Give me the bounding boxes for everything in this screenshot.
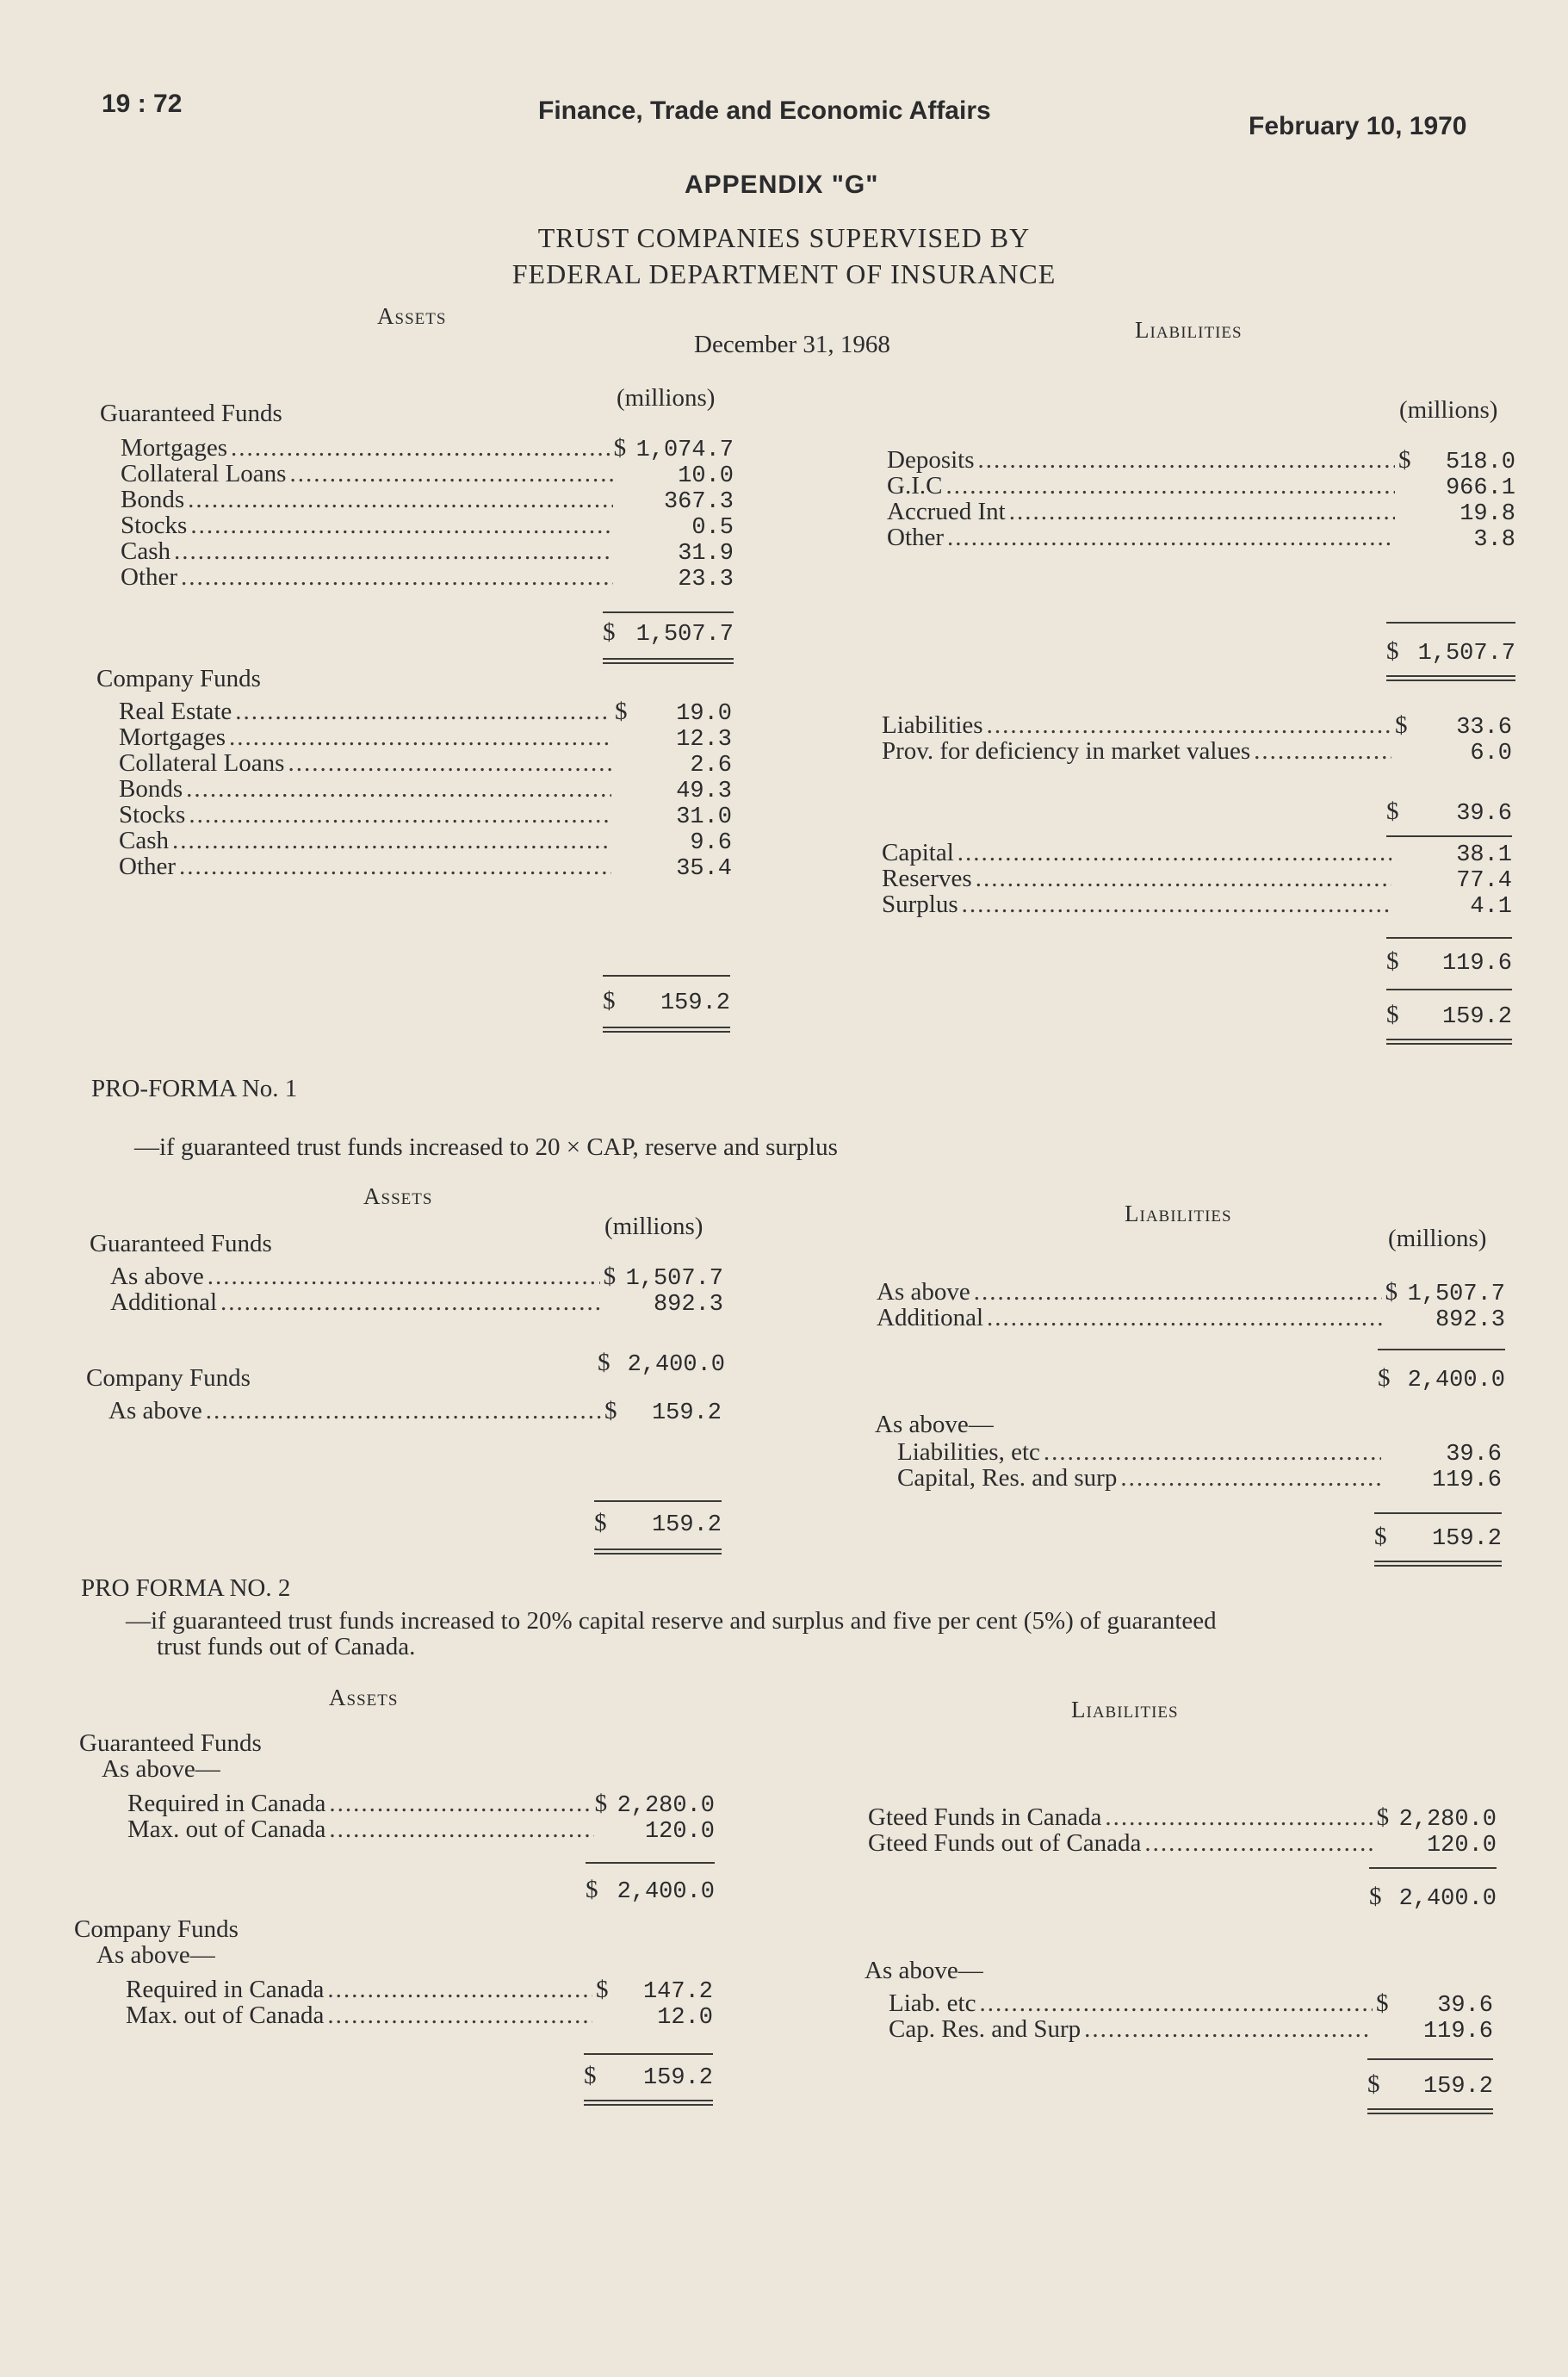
pf2-cl-double-rule — [1367, 2108, 1493, 2114]
pf1-cl-row — [897, 1438, 1502, 1468]
currency-symbol: $ — [596, 1976, 609, 2003]
s1-company-heading: Company Funds — [96, 665, 261, 692]
s1-ga-row — [121, 434, 734, 463]
line-item-label: Gteed Funds out of Canada — [868, 1829, 1142, 1857]
s1-ca-rule — [603, 975, 730, 977]
pf1-ga-row — [110, 1288, 723, 1318]
line-item-value: 9.6 — [690, 830, 732, 856]
dot-leader — [978, 446, 1396, 475]
s1-clb-row — [882, 839, 1512, 868]
pf1-gl-row — [877, 1278, 1505, 1307]
dot-leader — [329, 1815, 594, 1844]
s1-gl-total: $ 1,507.7 — [1386, 637, 1515, 667]
pf2-guaranteed-heading: Guaranteed Funds — [79, 1729, 262, 1757]
pf2-company-heading: Company Funds — [74, 1915, 239, 1943]
pf1-cl-rule — [1374, 1512, 1502, 1514]
line-item-label: Gteed Funds in Canada — [868, 1803, 1102, 1831]
line-item-value: 35.4 — [676, 856, 732, 882]
dot-leader — [235, 698, 611, 726]
line-item-value: 2.6 — [690, 753, 732, 779]
pf1-guaranteed-heading: Guaranteed Funds — [90, 1230, 272, 1257]
line-item-value: 1,507.7 — [1407, 1282, 1505, 1307]
s1-ca-row — [119, 698, 732, 727]
dot-leader — [189, 801, 611, 829]
pf1-unit-left: (millions) — [604, 1213, 703, 1240]
line-item-value: 49.3 — [676, 779, 732, 804]
s1-clb-row — [882, 891, 1512, 920]
dot-leader — [172, 827, 611, 855]
s1-guaranteed-heading: Guaranteed Funds — [100, 400, 282, 427]
s1-clb-total: $ 119.6 — [1386, 947, 1512, 977]
pf1-liabilities-heading: Liabilities — [1125, 1201, 1232, 1226]
s1-ga-row — [121, 460, 734, 489]
dot-leader — [231, 434, 610, 462]
dot-leader — [987, 1304, 1385, 1332]
line-item-value: 367.3 — [663, 489, 734, 515]
s1-unit-left: (millions) — [617, 384, 716, 412]
line-item-label: Real Estate — [119, 698, 232, 725]
line-item-label: Other — [121, 563, 178, 591]
running-title: Finance, Trade and Economic Affairs — [538, 96, 991, 125]
line-item-value: 119.6 — [1422, 2019, 1493, 2045]
pf1-company-heading: Company Funds — [86, 1364, 251, 1392]
pf1-ca-rule — [594, 1500, 722, 1502]
pf2-cl-rule — [1367, 2058, 1493, 2060]
dot-leader — [974, 1278, 1382, 1306]
s1-ga-row — [121, 486, 734, 515]
dot-leader — [962, 891, 1391, 919]
s1-ga-row — [121, 563, 734, 593]
line-item-label: Liabilities, etc — [897, 1438, 1040, 1466]
dot-leader — [947, 524, 1395, 552]
line-item-value: 159.2 — [651, 1400, 722, 1426]
line-item-label: As above — [110, 1263, 204, 1290]
appendix-title: APPENDIX "G" — [685, 171, 879, 199]
dot-leader — [206, 1397, 601, 1425]
s1-ga-rule — [603, 611, 734, 613]
line-item-label: Capital — [882, 839, 954, 866]
dot-leader — [174, 537, 613, 566]
line-item-label: Prov. for deficiency in market values — [882, 737, 1251, 765]
pf2-company-subheading: As above— — [96, 1941, 215, 1969]
s1-gl-row — [887, 472, 1515, 501]
dot-leader — [1084, 2015, 1373, 2044]
line-item-label: As above — [877, 1278, 970, 1306]
line-item-label: Deposits — [887, 446, 975, 474]
line-item-value: 2,280.0 — [617, 1793, 715, 1819]
line-item-value: 0.5 — [691, 515, 734, 541]
line-item-value: 12.3 — [676, 727, 732, 753]
line-item-value: 892.3 — [653, 1292, 723, 1318]
line-item-value: 120.0 — [1426, 1833, 1497, 1859]
s1-assets-heading: Assets — [377, 303, 447, 329]
line-item-label: Required in Canada — [126, 1976, 325, 2003]
pf2-ga-rule — [586, 1862, 715, 1864]
dot-leader — [208, 1263, 600, 1291]
pf1-title: PRO-FORMA No. 1 — [91, 1075, 298, 1102]
s1-ca-row — [119, 775, 732, 804]
line-item-label: Additional — [110, 1288, 218, 1316]
dot-leader — [1105, 1803, 1373, 1832]
currency-symbol: $ — [615, 698, 628, 725]
line-item-label: Bonds — [119, 775, 183, 803]
pf1-gl-total: $ 2,400.0 — [1378, 1364, 1505, 1393]
line-item-value: 77.4 — [1456, 868, 1512, 894]
pf2-ga-total: $ 2,400.0 — [586, 1876, 715, 1905]
s1-date: December 31, 1968 — [694, 331, 890, 358]
pf2-ga-row — [127, 1790, 715, 1819]
line-item-value: 19.0 — [676, 701, 732, 727]
s1-cl-total: $ 159.2 — [1386, 1001, 1512, 1030]
line-item-label: Required in Canada — [127, 1790, 326, 1817]
pf1-gl-rule — [1378, 1349, 1505, 1350]
line-item-label: Mortgages — [119, 723, 226, 751]
dot-leader — [327, 2002, 592, 2030]
currency-symbol: $ — [1395, 711, 1408, 739]
currency-symbol: $ — [1376, 1989, 1389, 2017]
pf1-company-liabilities-heading: As above— — [875, 1411, 994, 1438]
pf2-ca-double-rule — [584, 2100, 713, 2106]
dot-leader — [958, 839, 1391, 867]
line-item-label: Collateral Loans — [119, 749, 285, 777]
pf1-ga-row — [110, 1263, 723, 1292]
s1-cl-double-rule — [1386, 1039, 1512, 1045]
pf1-ga-total: $ 2,400.0 — [598, 1349, 725, 1378]
dot-leader — [1254, 737, 1391, 766]
dot-leader — [1144, 1829, 1376, 1858]
s1-gl-rule — [1386, 622, 1515, 624]
pf2-gl-rule — [1369, 1867, 1497, 1869]
s1-unit-right: (millions) — [1399, 396, 1498, 424]
s1-ca-row — [119, 853, 732, 882]
line-item-value: 39.6 — [1437, 1993, 1493, 2019]
line-item-label: As above — [108, 1397, 202, 1424]
s1-cla-total: $ 39.6 — [1386, 798, 1512, 827]
line-item-label: Other — [119, 853, 177, 880]
s1-cla-rule — [1386, 835, 1512, 837]
line-item-value: 12.0 — [657, 2005, 713, 2031]
line-item-label: Other — [887, 524, 945, 551]
pf2-title: PRO FORMA NO. 2 — [81, 1574, 291, 1602]
line-item-label: Capital, Res. and surp — [897, 1464, 1118, 1492]
pf2-ga-row — [127, 1815, 715, 1845]
dot-leader — [190, 512, 613, 540]
currency-symbol: $ — [603, 1263, 617, 1290]
line-item-label: Cash — [121, 537, 170, 565]
line-item-value: 6.0 — [1470, 741, 1512, 766]
s1-ga-double-rule — [603, 658, 734, 664]
s1-gl-row — [887, 446, 1515, 475]
currency-symbol: $ — [613, 434, 627, 462]
s1-ca-row — [119, 801, 732, 830]
pf1-cl-double-rule — [1374, 1561, 1502, 1567]
pf1-unit-right: (millions) — [1388, 1225, 1487, 1252]
currency-symbol: $ — [1385, 1278, 1398, 1306]
s1-ca-row — [119, 749, 732, 779]
currency-symbol: $ — [1376, 1803, 1390, 1831]
dot-leader — [288, 749, 611, 778]
pf2-gl-row — [868, 1803, 1497, 1833]
line-item-value: 10.0 — [678, 463, 734, 489]
line-item-value: 892.3 — [1435, 1307, 1505, 1333]
pf2-cl-row — [889, 1989, 1493, 2019]
line-item-value: 31.0 — [676, 804, 732, 830]
pf1-ca-double-rule — [594, 1548, 722, 1555]
line-item-value: 38.1 — [1456, 842, 1512, 868]
line-item-value: 966.1 — [1445, 475, 1515, 501]
s1-ca-total: $ 159.2 — [603, 987, 730, 1016]
line-item-value: 120.0 — [644, 1819, 715, 1845]
dot-leader — [179, 853, 611, 881]
s1-clb-rule — [1386, 937, 1512, 939]
line-item-label: Cash — [119, 827, 169, 854]
pf1-gl-row — [877, 1304, 1505, 1333]
line-item-value: 39.6 — [1446, 1442, 1502, 1468]
line-item-label: Liab. etc — [889, 1989, 976, 2017]
s1-clb-row — [882, 865, 1512, 894]
dot-leader — [181, 563, 613, 592]
appendix-subtitle-line2: FEDERAL DEPARTMENT OF INSURANCE — [511, 258, 1057, 289]
dot-leader — [1009, 498, 1395, 526]
dot-leader — [1120, 1464, 1381, 1493]
pf1-assets-heading: Assets — [363, 1183, 433, 1209]
currency-symbol: $ — [1398, 446, 1411, 474]
line-item-value: 19.8 — [1460, 501, 1515, 527]
pf1-cl-row — [897, 1464, 1502, 1493]
pf2-description-line2: trust funds out of Canada. — [157, 1633, 416, 1660]
line-item-value: 4.1 — [1470, 894, 1512, 920]
dot-leader — [979, 1989, 1373, 2018]
line-item-label: Surplus — [882, 891, 958, 918]
line-item-label: Cap. Res. and Surp — [889, 2015, 1081, 2043]
currency-symbol: $ — [594, 1790, 608, 1817]
s1-gl-double-rule — [1386, 675, 1515, 681]
line-item-value: 23.3 — [678, 567, 734, 593]
page-number: 19 : 72 — [102, 90, 183, 118]
pf2-ca-row — [126, 1976, 713, 2005]
header-date: February 10, 1970 — [1249, 112, 1467, 140]
dot-leader — [220, 1288, 603, 1317]
dot-leader — [987, 711, 1391, 740]
s1-ca-row — [119, 827, 732, 856]
line-item-label: Bonds — [121, 486, 185, 513]
pf1-ca-row — [108, 1397, 722, 1426]
pf2-ca-row — [126, 2002, 713, 2031]
pf2-guaranteed-subheading: As above— — [102, 1755, 220, 1783]
appendix-subtitle-line1: TRUST COMPANIES SUPERVISED BY — [537, 222, 1031, 253]
line-item-label: Liabilities — [882, 711, 983, 739]
pf2-assets-heading: Assets — [329, 1685, 399, 1710]
pf2-gl-total: $ 2,400.0 — [1369, 1883, 1497, 1912]
dot-leader — [329, 1790, 591, 1818]
line-item-value: 2,280.0 — [1398, 1807, 1497, 1833]
s1-cla-row — [882, 711, 1512, 741]
line-item-label: Additional — [877, 1304, 984, 1331]
pf2-cl-total: $ 159.2 — [1367, 2070, 1493, 2100]
line-item-value: 518.0 — [1445, 450, 1515, 475]
line-item-label: Collateral Loans — [121, 460, 287, 487]
pf1-ca-total: $ 159.2 — [594, 1509, 722, 1538]
dot-leader — [289, 460, 613, 488]
dot-leader — [945, 472, 1395, 500]
line-item-value: 3.8 — [1473, 527, 1515, 553]
line-item-label: Stocks — [119, 801, 186, 829]
line-item-value: 1,074.7 — [635, 438, 734, 463]
line-item-label: Mortgages — [121, 434, 228, 462]
s1-ca-row — [119, 723, 732, 753]
s1-cla-row — [882, 737, 1512, 766]
line-item-label: Reserves — [882, 865, 972, 892]
line-item-label: Max. out of Canada — [126, 2002, 325, 2029]
currency-symbol: $ — [604, 1397, 617, 1424]
pf2-description-line1: —if guaranteed trust funds increased to 20% capital reserve and surplus and five per cent (5%) of guaranteed — [126, 1607, 1217, 1635]
dot-leader — [186, 775, 611, 804]
pf2-cl-row — [889, 2015, 1493, 2045]
pf1-description: —if guaranteed trust funds increased to 20 × CAP, reserve and surplus — [134, 1133, 838, 1161]
line-item-value: 119.6 — [1431, 1468, 1502, 1493]
s1-ga-total: $ 1,507.7 — [603, 618, 734, 648]
dot-leader — [327, 1976, 592, 2004]
s1-ca-double-rule — [603, 1027, 730, 1033]
dot-leader — [1044, 1438, 1381, 1467]
line-item-value: 31.9 — [678, 541, 734, 567]
pf1-cl-total: $ 159.2 — [1374, 1523, 1502, 1552]
pf2-company-liabilities-heading: As above— — [865, 1957, 983, 1984]
pf2-liabilities-heading: Liabilities — [1071, 1697, 1179, 1722]
dot-leader — [229, 723, 611, 752]
line-item-value: 1,507.7 — [625, 1266, 723, 1292]
s1-cl-rule — [1386, 989, 1512, 990]
pf2-ca-total: $ 159.2 — [584, 2062, 713, 2091]
line-item-label: G.I.C — [887, 472, 943, 500]
s1-liabilities-heading: Liabilities — [1135, 317, 1243, 343]
pf2-ca-rule — [584, 2053, 713, 2055]
dot-leader — [188, 486, 613, 514]
s1-ga-row — [121, 537, 734, 567]
dot-leader — [976, 865, 1391, 893]
line-item-value: 33.6 — [1456, 715, 1512, 741]
line-item-label: Max. out of Canada — [127, 1815, 326, 1843]
line-item-label: Stocks — [121, 512, 188, 539]
pf2-gl-row — [868, 1829, 1497, 1859]
s1-gl-row — [887, 524, 1515, 553]
line-item-label: Accrued Int — [887, 498, 1006, 525]
s1-gl-row — [887, 498, 1515, 527]
s1-ga-row — [121, 512, 734, 541]
line-item-value: 147.2 — [642, 1979, 713, 2005]
